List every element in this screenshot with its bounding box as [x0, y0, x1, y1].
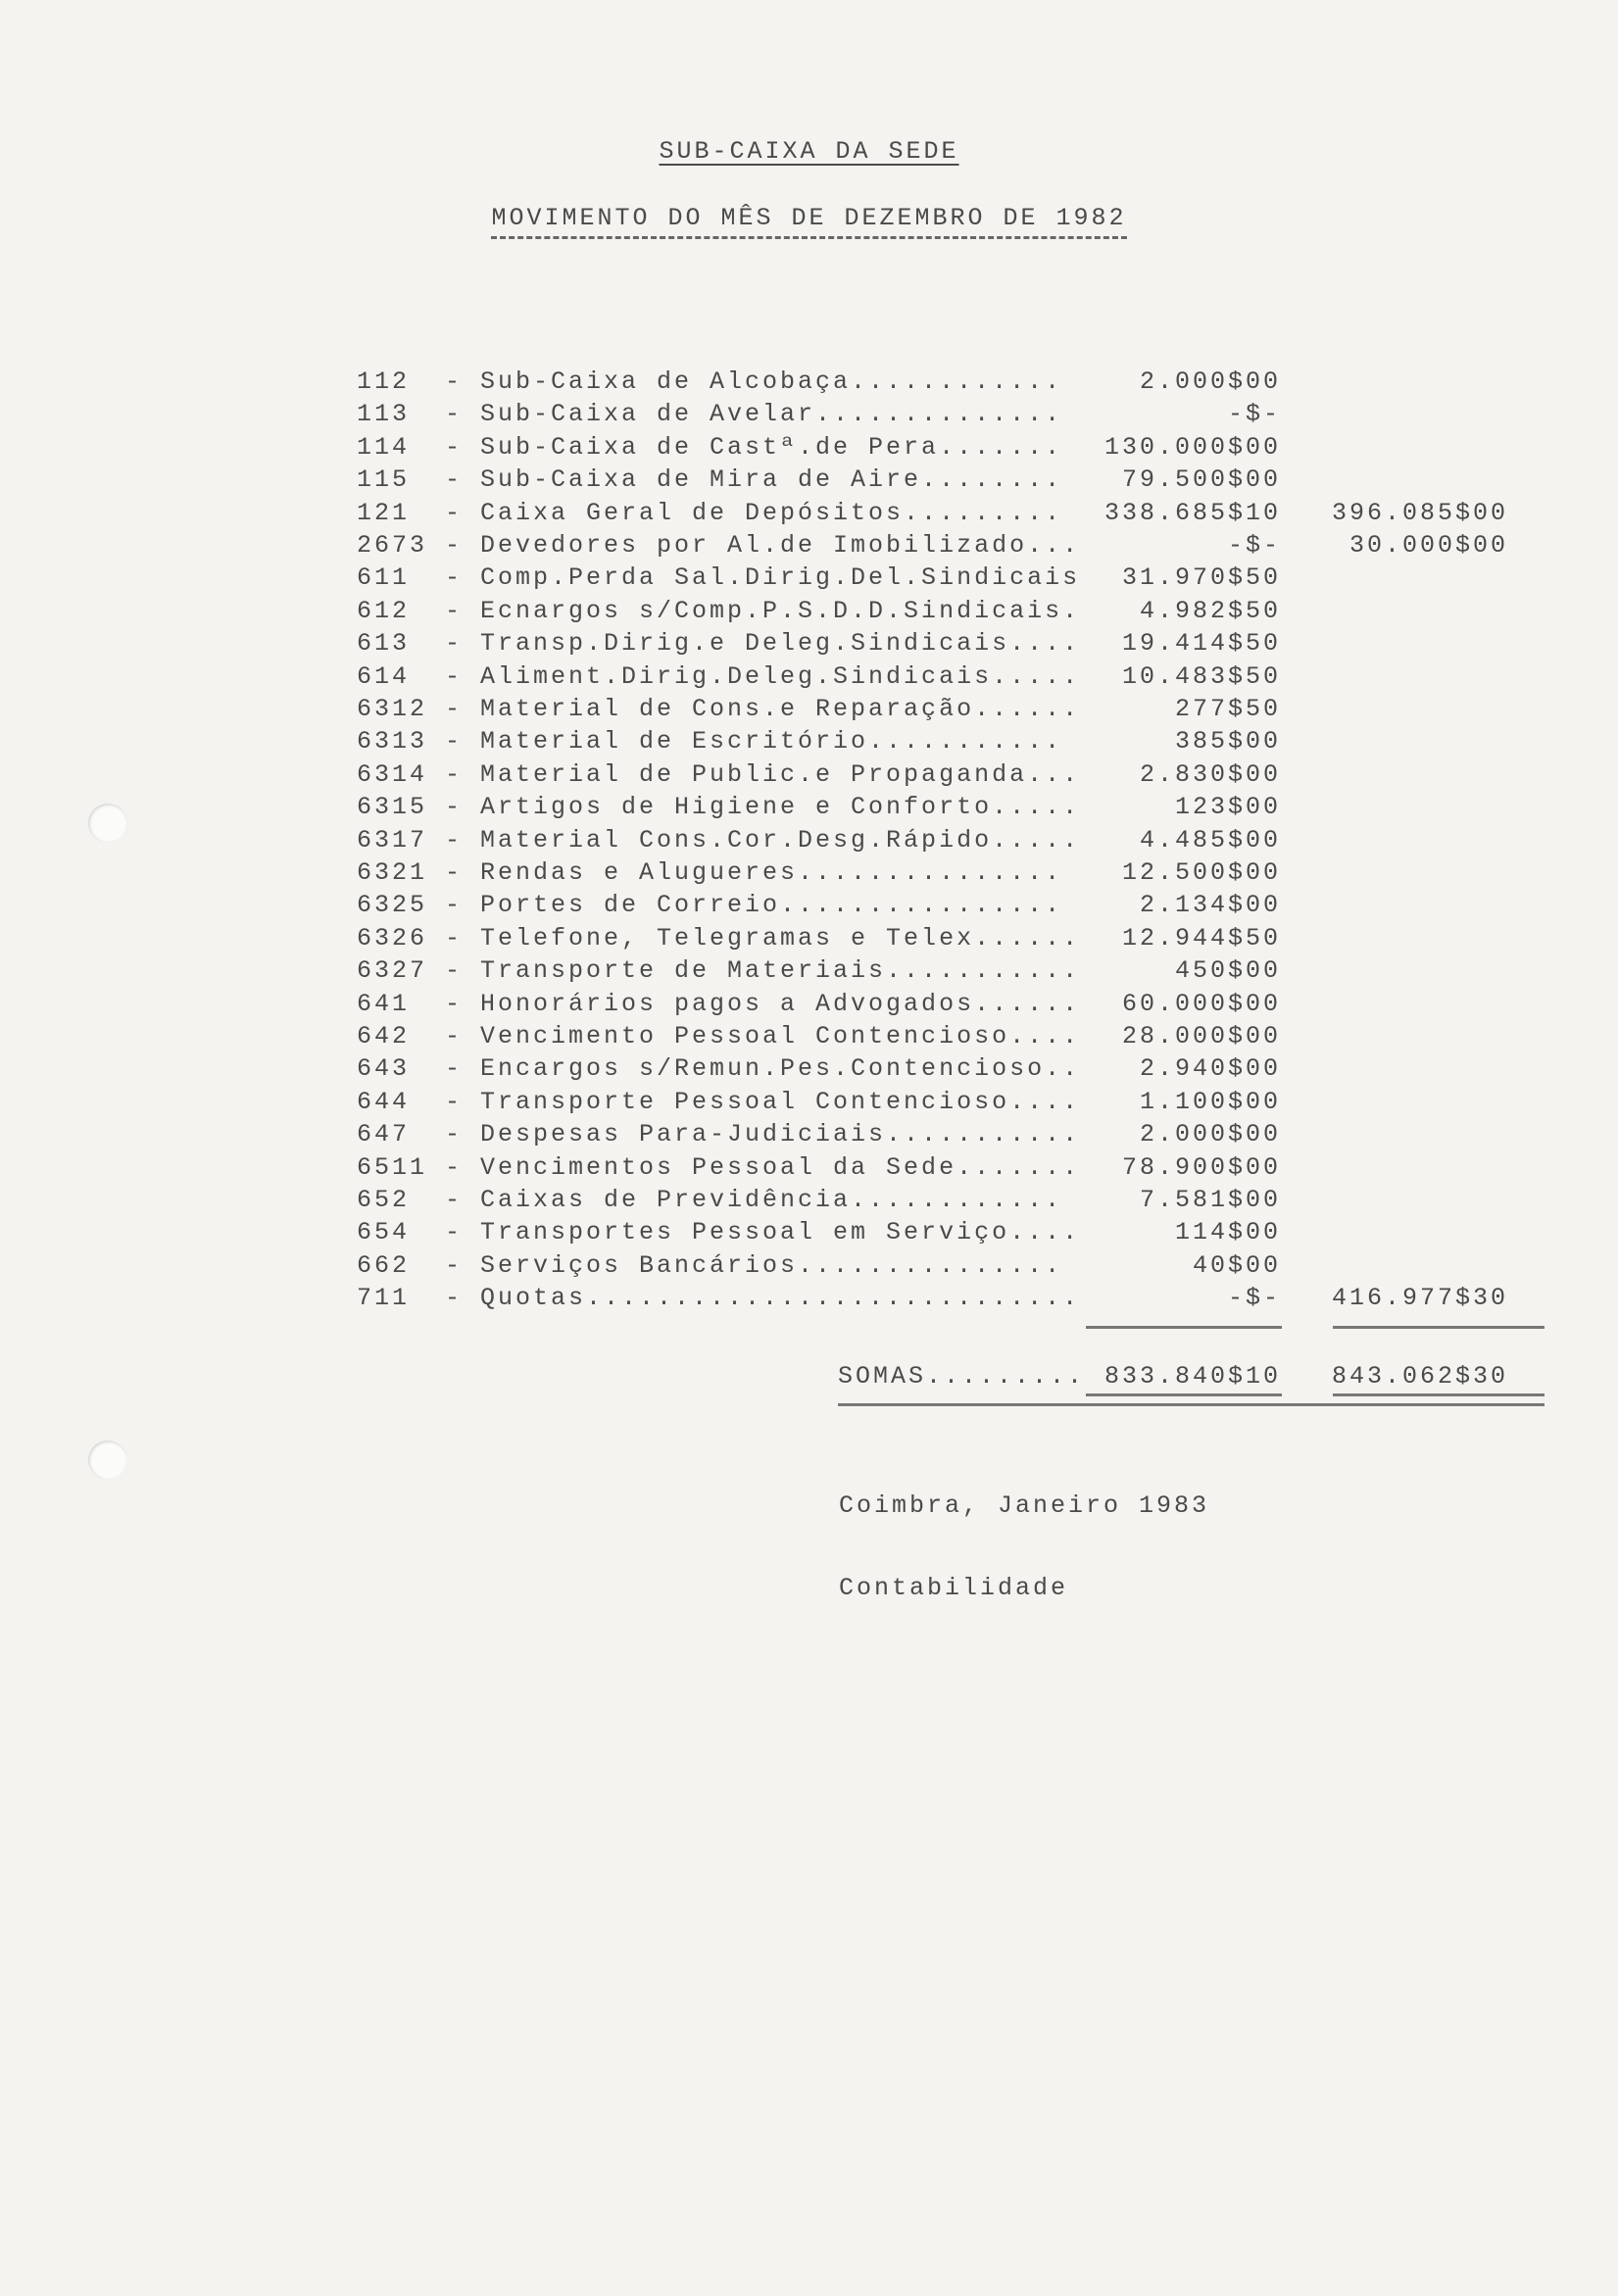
separator-dash: -	[445, 1186, 464, 1214]
account-code: 6321	[357, 858, 428, 887]
account-description: Aliment.Dirig.Deleg.Sindicais.....	[480, 661, 1081, 691]
amount: 19.414$50	[1121, 629, 1281, 659]
separator-dash: -	[445, 1284, 464, 1313]
separator-dash: -	[445, 1054, 464, 1084]
amount: 78.900$00	[1121, 1152, 1281, 1182]
table-row	[0, 531, 1618, 563]
amount: 123$00	[1174, 793, 1281, 822]
account-description: Serviços Bancários...............	[480, 1250, 1063, 1280]
account-code: 654	[357, 1218, 411, 1247]
account-description: Vencimento Pessoal Contencioso....	[480, 1022, 1081, 1050]
table-row	[0, 400, 1618, 432]
separator-dash: -	[445, 1250, 464, 1280]
amount: 2.940$00	[1139, 1054, 1281, 1084]
amount: 385$00	[1174, 727, 1281, 757]
account-description: Encargos s/Remun.Pes.Contencioso..	[480, 1054, 1081, 1084]
account-description: Portes de Correio................	[480, 891, 1063, 920]
table-row	[0, 924, 1618, 956]
separator-dash: -	[445, 432, 464, 462]
subtotal: 416.977$30	[1331, 1284, 1508, 1313]
amount: 10.483$50	[1121, 661, 1281, 691]
amount: 12.500$00	[1121, 858, 1281, 887]
account-description: Caixa Geral de Depósitos.........	[480, 498, 1063, 527]
separator-dash: -	[445, 1152, 464, 1182]
account-code: 6312	[357, 695, 428, 723]
account-code: 612	[357, 596, 411, 625]
amount: 79.500$00	[1121, 465, 1281, 495]
document-title: SUB-CAIXA DA SEDE	[659, 137, 959, 166]
account-description: Material de Escritório...........	[480, 727, 1063, 757]
account-description: Honorários pagos a Advogados......	[480, 989, 1081, 1018]
sums-amount-underline	[1086, 1393, 1282, 1396]
separator-dash: -	[445, 661, 464, 691]
amount: 114$00	[1174, 1218, 1281, 1247]
separator-dash: -	[445, 1022, 464, 1050]
account-description: Sub-Caixa de Mira de Aire........	[480, 465, 1063, 495]
separator-dash: -	[445, 367, 464, 396]
total-underline	[1333, 1326, 1544, 1329]
separator-dash: -	[445, 891, 464, 920]
table-row	[0, 1251, 1618, 1284]
amount: 60.000$00	[1121, 989, 1281, 1018]
account-code: 611	[357, 563, 411, 593]
account-description: Artigos de Higiene e Conforto.....	[480, 793, 1081, 822]
account-description: Transporte de Materiais...........	[480, 956, 1081, 986]
account-description: Despesas Para-Judiciais...........	[480, 1120, 1081, 1149]
account-code: 711	[357, 1284, 411, 1313]
account-description: Sub-Caixa de Alcobaça............	[480, 367, 1063, 396]
separator-dash: -	[445, 465, 464, 495]
account-code: 112	[357, 367, 411, 396]
table-row	[0, 563, 1618, 596]
account-code: 614	[357, 661, 411, 691]
account-description: Material de Cons.e Reparação......	[480, 695, 1081, 723]
separator-dash: -	[445, 727, 464, 757]
separator-dash: -	[445, 1218, 464, 1247]
table-row	[0, 1284, 1618, 1316]
separator-dash: -	[445, 956, 464, 986]
amount: 2.830$00	[1139, 759, 1281, 789]
amount: 4.982$50	[1139, 596, 1281, 625]
separator-dash: -	[445, 793, 464, 822]
table-row	[0, 858, 1618, 891]
amount: 338.685$10	[1103, 498, 1281, 527]
table-row	[0, 662, 1618, 695]
account-description: Telefone, Telegramas e Telex......	[480, 923, 1081, 953]
account-description: Material Cons.Cor.Desg.Rápido.....	[480, 825, 1081, 855]
subtitle-text: MOVIMENTO DO MÊS DE DEZEMBRO DE 1982	[491, 204, 1126, 239]
separator-dash: -	[445, 1120, 464, 1149]
account-description: Quotas............................	[480, 1284, 1081, 1313]
table-row	[0, 1153, 1618, 1186]
amount: 31.970$50	[1121, 563, 1281, 593]
account-code: 6314	[357, 759, 428, 789]
table-row	[0, 695, 1618, 727]
account-code: 2673	[357, 531, 428, 560]
sums-label: SOMAS.........	[838, 1362, 1086, 1391]
account-code: 6317	[357, 825, 428, 855]
account-code: 121	[357, 498, 411, 527]
amount: 28.000$00	[1121, 1022, 1281, 1050]
account-code: 6325	[357, 891, 428, 920]
account-code: 613	[357, 629, 411, 659]
table-row	[0, 433, 1618, 465]
table-row	[0, 826, 1618, 858]
document-subtitle	[0, 204, 1618, 232]
account-description: Vencimentos Pessoal da Sede.......	[480, 1152, 1081, 1182]
account-description: Devedores por Al.de Imobilizado...	[480, 531, 1081, 560]
account-code: 6327	[357, 956, 428, 986]
account-code: 113	[357, 400, 411, 429]
sums-double-underline	[838, 1403, 1544, 1406]
separator-dash: -	[445, 629, 464, 659]
separator-dash: -	[445, 858, 464, 887]
amount: 40$00	[1192, 1250, 1281, 1280]
amount-underline	[1086, 1326, 1282, 1329]
account-description: Transportes Pessoal em Serviço....	[480, 1218, 1081, 1247]
amount: -$-	[1227, 1284, 1281, 1313]
sums-total: 843.062$30	[1331, 1362, 1508, 1391]
separator-dash: -	[445, 1087, 464, 1116]
separator-dash: -	[445, 498, 464, 527]
account-description: Material de Public.e Propaganda...	[480, 759, 1081, 789]
table-row	[0, 727, 1618, 759]
account-code: 644	[357, 1087, 411, 1116]
amount: 1.100$00	[1139, 1087, 1281, 1116]
table-row	[0, 891, 1618, 923]
table-row	[0, 1186, 1618, 1218]
account-code: 6511	[357, 1152, 428, 1182]
table-row	[0, 1088, 1618, 1120]
table-row	[0, 956, 1618, 989]
amount: -$-	[1227, 400, 1281, 429]
account-code: 643	[357, 1054, 411, 1084]
account-code: 6313	[357, 727, 428, 757]
subtotal: 30.000$00	[1348, 531, 1508, 560]
amount: 450$00	[1174, 956, 1281, 986]
table-row	[0, 760, 1618, 793]
account-description: Transp.Dirig.e Deleg.Sindicais....	[480, 629, 1081, 659]
table-row	[0, 1120, 1618, 1152]
account-code: 115	[357, 465, 411, 495]
account-description: Comp.Perda Sal.Dirig.Del.Sindicais	[480, 563, 1081, 593]
amount: 2.134$00	[1139, 891, 1281, 920]
table-row	[0, 629, 1618, 661]
account-code: 641	[357, 989, 411, 1018]
amount: 277$50	[1174, 695, 1281, 723]
account-description: Sub-Caixa de Avelar..............	[480, 400, 1063, 429]
account-code: 647	[357, 1120, 411, 1149]
separator-dash: -	[445, 825, 464, 855]
account-description: Ecnargos s/Comp.P.S.D.D.Sindicais.	[480, 596, 1081, 625]
amount: 130.000$00	[1103, 432, 1281, 462]
table-row	[0, 990, 1618, 1022]
sums-amount: 833.840$10	[1103, 1362, 1281, 1391]
separator-dash: -	[445, 531, 464, 560]
table-row	[0, 465, 1618, 498]
department: Contabilidade	[839, 1574, 1069, 1602]
separator-dash: -	[445, 563, 464, 593]
account-code: 642	[357, 1022, 411, 1050]
punch-hole	[88, 1441, 127, 1480]
amount: 7.581$00	[1139, 1186, 1281, 1214]
account-code: 114	[357, 432, 411, 462]
separator-dash: -	[445, 400, 464, 429]
table-row	[0, 1022, 1618, 1054]
amount: 2.000$00	[1139, 1120, 1281, 1149]
table-row	[0, 597, 1618, 629]
subtotal: 396.085$00	[1331, 498, 1508, 527]
separator-dash: -	[445, 695, 464, 723]
amount: 4.485$00	[1139, 825, 1281, 855]
account-code: 662	[357, 1250, 411, 1280]
account-description: Sub-Caixa de Castª.de Pera.......	[480, 432, 1063, 462]
table-row	[0, 1054, 1618, 1087]
table-row	[0, 499, 1618, 531]
separator-dash: -	[445, 596, 464, 625]
table-row	[0, 1218, 1618, 1250]
place-date: Coimbra, Janeiro 1983	[839, 1491, 1210, 1520]
amount: 2.000$00	[1139, 367, 1281, 396]
amount: 12.944$50	[1121, 923, 1281, 953]
account-code: 6315	[357, 793, 428, 822]
amount: -$-	[1227, 531, 1281, 560]
separator-dash: -	[445, 989, 464, 1018]
account-code: 6326	[357, 923, 428, 953]
account-description: Rendas e Alugueres...............	[480, 858, 1063, 887]
separator-dash: -	[445, 923, 464, 953]
table-row	[0, 793, 1618, 825]
account-code: 652	[357, 1186, 411, 1214]
sums-total-underline	[1333, 1393, 1544, 1396]
account-description: Caixas de Previdência............	[480, 1186, 1063, 1214]
account-description: Transporte Pessoal Contencioso....	[480, 1087, 1081, 1116]
separator-dash: -	[445, 759, 464, 789]
table-row	[0, 367, 1618, 400]
